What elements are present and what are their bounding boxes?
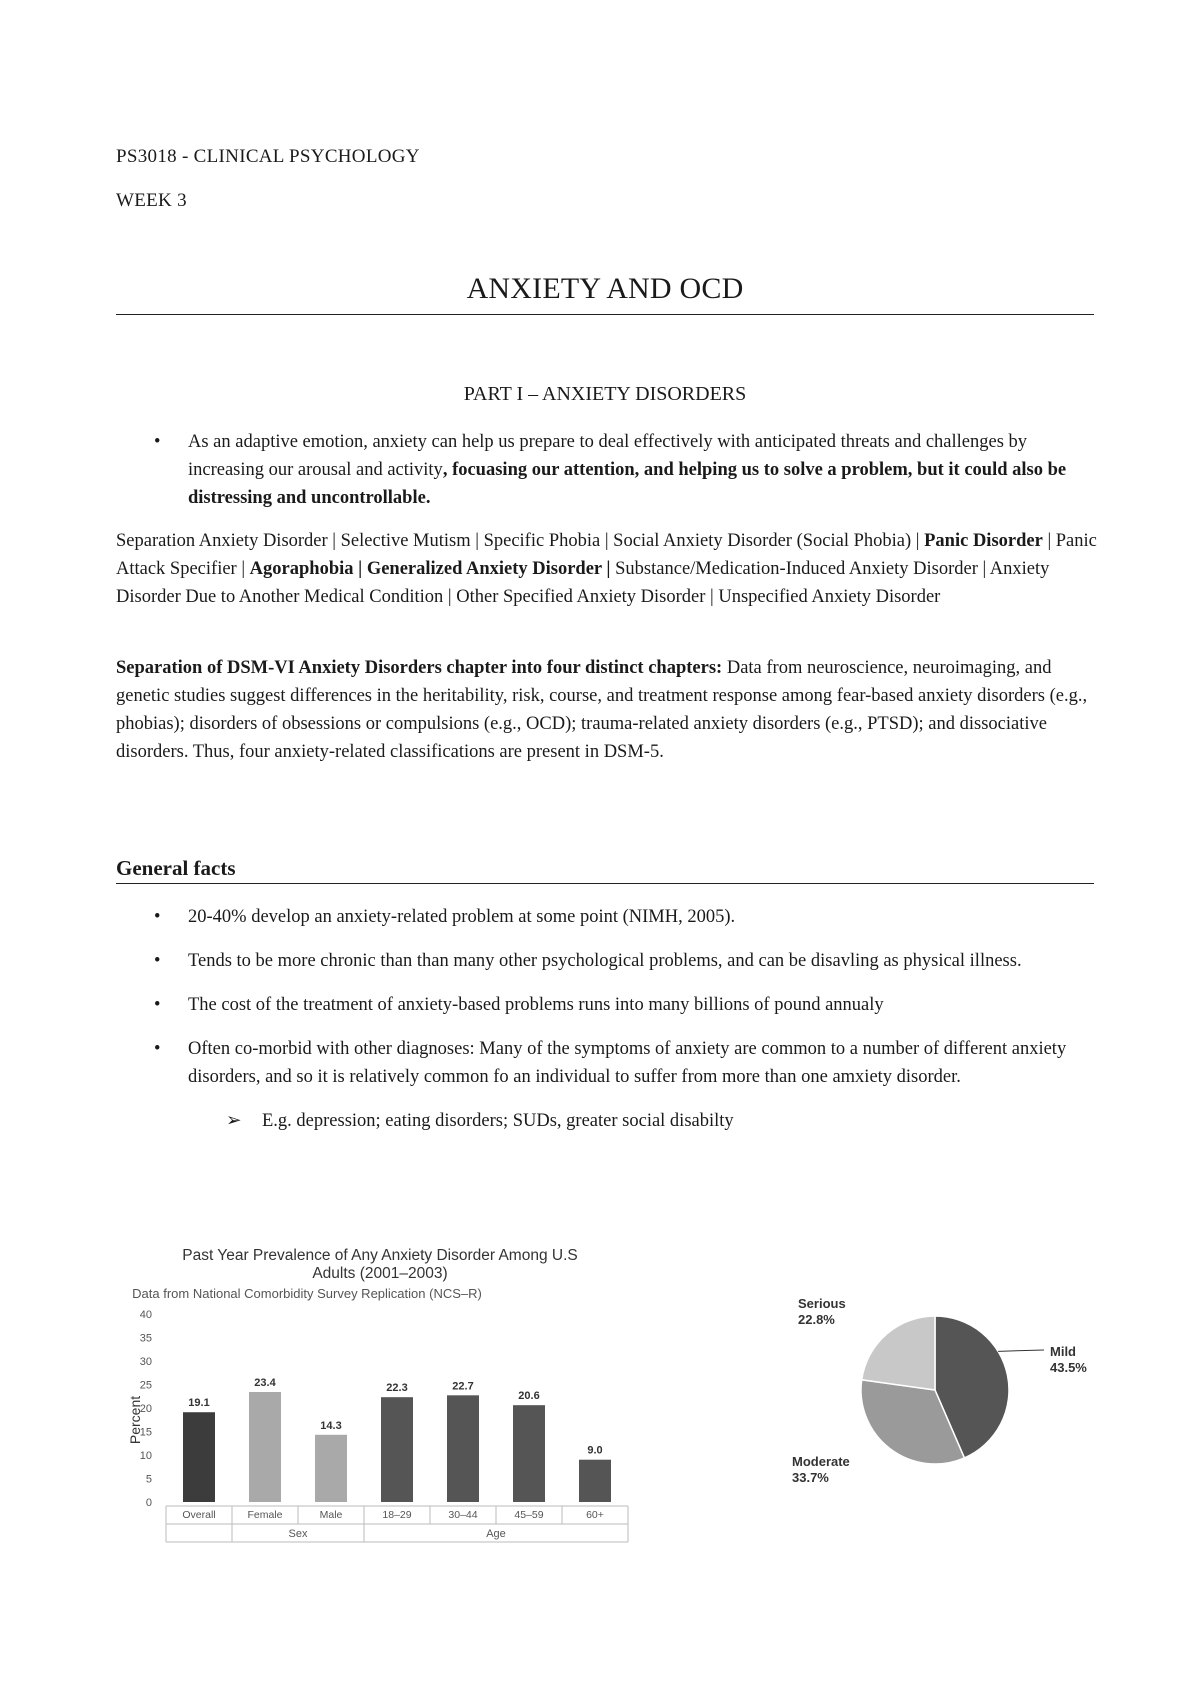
y-axis-label: Percent	[127, 1395, 143, 1445]
x-axis-table	[166, 1506, 628, 1542]
group-label: Sex	[288, 1528, 308, 1540]
course-header: PS3018 - CLINICAL PSYCHOLOGY	[116, 146, 420, 167]
prevalence-bar-chart	[122, 1240, 642, 1560]
separation-paragraph	[116, 654, 1100, 766]
separation-body: Data from neuroscience, neuroimaging, and genetic studies suggest differences in the heritability, risk, course, and treatment response among fear-based anxiety disorders (e.g., phobias); disorders of obsessions or compulsions (e.g., OCD); trauma-related anxiety disorders (e.g., PTSD); and dissociative disorders. Thus, four anxiety-related classifications are present in DSM-5.	[116, 658, 1088, 762]
severity-pie-chart	[780, 1290, 1100, 1490]
x-tick-label: Female	[247, 1509, 283, 1521]
disorder-segment: Separation Anxiety Disorder | Selective Mutism | Specific Phobia | Social Anxiety Disorder (Social Phobia) |	[116, 531, 925, 551]
title-divider	[116, 314, 1094, 315]
x-tick-label: 18–29	[382, 1509, 412, 1521]
fact-text: Often co-morbid with other diagnoses: Many of the symptoms of anxiety are common to a number of different anxiety disorders, and so it is relatively common fo an individual to suffer from more than one amxiety disorder.	[188, 1039, 1067, 1087]
bars	[183, 1377, 611, 1502]
bullet-glyph: •	[154, 432, 161, 452]
bar	[315, 1435, 347, 1502]
chart-title-line1: Past Year Prevalence of Any Anxiety Disorder Among U.S	[182, 1247, 578, 1264]
y-tick-label: 20	[139, 1403, 152, 1415]
disorder-segment: | Panic Attack Specifier |	[116, 531, 1097, 579]
pie-slice	[862, 1316, 935, 1390]
y-tick-label: 30	[139, 1356, 152, 1368]
pie-leader-line	[998, 1350, 1044, 1351]
bar	[447, 1395, 479, 1502]
y-tick-label: 0	[145, 1497, 152, 1509]
fact-item	[116, 903, 1100, 931]
general-facts-list	[116, 903, 1100, 1135]
bar	[381, 1397, 413, 1502]
y-ticks	[140, 1309, 152, 1509]
x-tick-label: Male	[319, 1509, 343, 1521]
group-label: Age	[486, 1528, 506, 1540]
x-tick-label: Overall	[182, 1509, 216, 1521]
pie-label-name: Serious	[798, 1296, 846, 1311]
x-tick-label: 45–59	[514, 1509, 544, 1521]
sub-bullet-text: E.g. depression; eating disorders; SUDs, greater social disabilty	[262, 1111, 734, 1131]
intro-section	[116, 428, 1100, 512]
x-tick-label: 60+	[586, 1509, 604, 1521]
document-title: ANXIETY AND OCD	[466, 272, 744, 305]
pie-label-name: Mild	[1050, 1344, 1076, 1359]
bar-value-label: 19.1	[188, 1397, 210, 1410]
bar-value-label: 9.0	[587, 1444, 603, 1457]
intro-bullet	[116, 428, 1100, 512]
y-tick-label: 15	[139, 1426, 152, 1439]
bar-value-label: 22.3	[386, 1382, 408, 1395]
bar-value-label: 20.6	[518, 1390, 540, 1403]
disorders-list	[116, 527, 1100, 611]
disorder-segment-bold: Agoraphobia | Generalized Anxiety Disorder |	[249, 559, 611, 579]
disorder-segment: Substance/Medication-Induced Anxiety Disorder | Anxiety Disorder Due to Another Medical Condition | Other Specified Anxiety Disorder | Unspecified Anxiety Disorder	[116, 559, 1050, 607]
arrow-bullet-icon: ➢	[226, 1111, 242, 1131]
y-tick-label: 5	[145, 1473, 152, 1486]
bar	[579, 1460, 611, 1502]
general-facts-heading: General facts	[116, 856, 236, 880]
y-tick-label: 10	[139, 1450, 152, 1462]
separation-lead: Separation of DSM-VI Anxiety Disorders chapter into four distinct chapters:	[116, 658, 723, 678]
fact-item	[116, 991, 1100, 1019]
x-tick-label: 30–44	[448, 1509, 478, 1521]
pie-slices	[861, 1316, 1009, 1464]
bar-value-label: 23.4	[254, 1377, 276, 1390]
bullet-glyph: •	[154, 1039, 161, 1059]
bar-value-label: 22.7	[452, 1380, 474, 1393]
bullet-glyph: •	[154, 907, 161, 927]
pie-label-name: Moderate	[792, 1454, 850, 1469]
pie-label-value: 22.8%	[798, 1312, 835, 1327]
y-tick-label: 40	[139, 1309, 152, 1321]
pie-label-value: 33.7%	[792, 1470, 829, 1485]
intro-bold-text: , focuasing our attention, and helping us to solve a problem, but it could also be distressing and uncontrollable.	[188, 460, 1067, 508]
part-heading: PART I – ANXIETY DISORDERS	[463, 383, 747, 405]
week-label: WEEK 3	[116, 190, 187, 211]
y-tick-label: 35	[139, 1332, 152, 1345]
chart-subtitle: Data from National Comorbidity Survey Replication (NCS–R)	[132, 1286, 482, 1301]
fact-text: Tends to be more chronic than than many other psychological problems, and can be disavling as physical illness.	[188, 951, 1022, 971]
y-tick-label: 25	[139, 1379, 152, 1392]
bar-value-label: 14.3	[320, 1419, 342, 1432]
fact-item	[116, 1035, 1100, 1091]
fact-text: 20-40% develop an anxiety-related problem at some point (NIMH, 2005).	[188, 907, 736, 927]
chart-title-line2: Adults (2001–2003)	[312, 1265, 448, 1282]
intro-text: As an adaptive emotion, anxiety can help us prepare to deal effectively with anticipated threats and challenges by increasing our arousal and activity	[188, 432, 1028, 480]
section-divider	[116, 883, 1094, 884]
disorder-segment-bold: Panic Disorder	[924, 531, 1043, 551]
pie-label-value: 43.5%	[1050, 1360, 1087, 1375]
sub-bullet	[116, 1107, 1100, 1135]
fact-text: The cost of the treatment of anxiety-based problems runs into many billions of pound annualy	[188, 995, 884, 1015]
bullet-glyph: •	[154, 995, 161, 1015]
fact-item	[116, 947, 1100, 975]
bar	[183, 1412, 215, 1502]
bar	[249, 1392, 281, 1502]
bullet-glyph: •	[154, 951, 161, 971]
bar	[513, 1405, 545, 1502]
